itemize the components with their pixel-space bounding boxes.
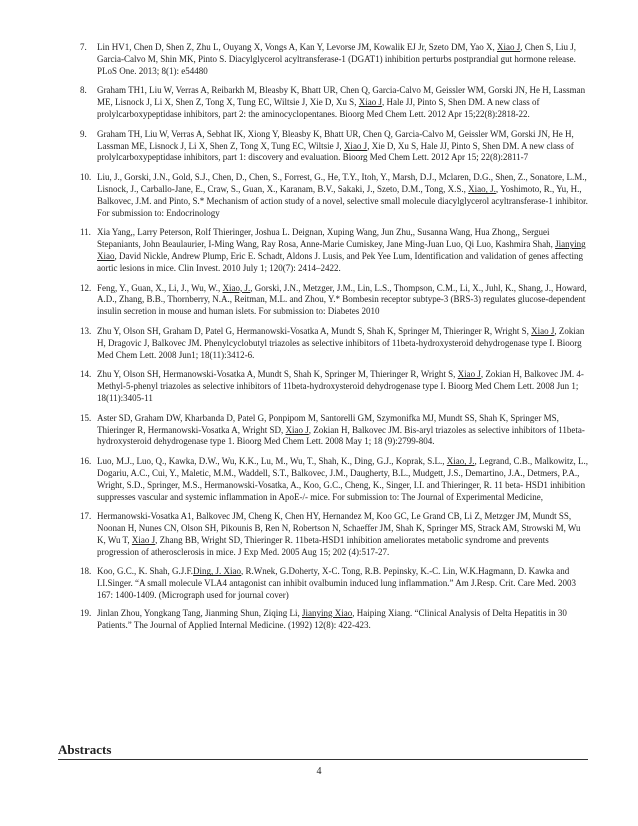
- reference-number: 9.: [80, 128, 87, 139]
- reference-segment: Lin HV1, Chen D, Shen Z, Zhu L, Ouyang X, Vongs A, Kan Y, Levorse JM, Kowalik EJ Jr, Szeto DM, Yao X,: [97, 42, 498, 52]
- reference-item: [80, 566, 588, 601]
- reference-segment: , Gorski, J.N., Metzger, J.M., Lin, L.S., Thompson, C.M., Li, X., Juhl, K., Shang, J., Howard, A.D., Zhang, B.B., Thornberry, N.A., Reitman, M.L. and Zhou, Y.* Bombesin receptor subtype-3 (BRS-3) regulates glucose-dependent insulin secretion in mouse and human islets. For submission to: Diabetes 2010: [97, 282, 587, 317]
- reference-number: 12.: [80, 282, 92, 293]
- reference-item: [80, 369, 588, 404]
- author-highlight: Jianying Xiao: [97, 239, 586, 261]
- reference-number: 7.: [80, 42, 87, 52]
- reference-item: [80, 413, 588, 448]
- reference-item: [80, 326, 588, 361]
- reference-text: [97, 326, 588, 361]
- reference-item: [80, 42, 588, 77]
- author-highlight: Xiao, J.: [446, 456, 475, 467]
- section-heading-abstracts: Abstracts: [58, 742, 588, 760]
- author-highlight: Ding, J. Xiao: [193, 566, 242, 577]
- author-highlight: Xiao J: [531, 325, 555, 336]
- reference-number: 11.: [80, 227, 91, 238]
- reference-number: 15.: [80, 412, 92, 423]
- reference-segment: Zhu Y, Olson SH, Graham D, Patel G, Hermanowski-Vosatka A, Mundt S, Shah K, Springer M, Thieringer R, Wright S,: [97, 325, 532, 336]
- reference-segment: , Zokian H, Dragovic J, Balkovec JM. Phenylcyclobutyl triazoles as selective inhibitors of 11beta-hydroxysteroid dehydrogenase type I. Bioorg Med Chem Lett. 2008 Jun1; 18(11):3412-6.: [97, 325, 585, 360]
- reference-text: [97, 227, 588, 274]
- reference-text: [97, 283, 588, 318]
- author-highlight: Xiao J: [131, 534, 156, 545]
- reference-item: [80, 608, 588, 632]
- reference-text: [97, 511, 588, 558]
- reference-item: [80, 85, 588, 120]
- reference-number: 16.: [80, 456, 92, 467]
- reference-item: [80, 456, 588, 503]
- page-number: 4: [316, 766, 322, 777]
- reference-item: [80, 129, 588, 164]
- reference-segment: , R.Wnek, G.Doherty, X-C. Tong, R.B. Pepinsky, K.-C. Lin, W.K.Hagmann, D. Kawka and I.I.Singer. “A small molecule VLA4 antagonist can inhibit ovalbumin induced lung inflammation.” Am J.Resp. Crit. Care Med. 2003 167: 1400-1409. (Micrograph used for journal cover): [97, 566, 577, 601]
- reference-segment: Xia Yang,, Larry Peterson, Rolf Thieringer, Joshua L. Deignan, Xuping Wang, Jun Zhu,, Susanna Wang, Hua Zhong,, Serguei Stepaniants, John Beaulaurier, I-Ming Wang, Ray Rosa, Anne-Marie Cumiskey, Jane Ming-Juan Luo, Qi Luo, Kashmira Shah,: [97, 227, 556, 250]
- reference-segment: , Chen S, Liu J, Garcia-Calvo M, Shin MK, Pinto S. Diacylglycerol acyltransferase-1 (DGAT1) inhibition perturbs postprandial gut hormone release. PLoS One. 2013; 8(1): e54480: [97, 42, 577, 76]
- reference-item: [80, 172, 588, 219]
- reference-number: 10.: [80, 172, 92, 183]
- author-highlight: Xiao J: [358, 97, 382, 108]
- reference-text: [97, 413, 588, 448]
- reference-segment: , Haiping Xiang. “Clinical Analysis of Delta Hepatitis in 30 Patients.” The Journal of Applied Internal Medicine. (1992) 12(8): 422-423.: [97, 607, 567, 630]
- reference-segment: Aster SD, Graham DW, Kharbanda D, Patel G, Ponpipom M, Santorelli GM, Szymonifka MJ, Mundt SS, Shah K, Springer MS, Thieringer R, Hermanowski-Vosatka A, Wright SD,: [97, 412, 559, 435]
- author-highlight: Xiao J: [457, 369, 481, 380]
- reference-text: [97, 566, 588, 601]
- reference-segment: Jinlan Zhou, Yongkang Tang, Jianming Shun, Ziqing Li,: [97, 607, 302, 618]
- reference-segment: Hermanowski-Vosatka A1, Balkovec JM, Cheng K, Chen HY, Hernandez M, Koo GC, Le Grand CB, Li Z, Metzger JM, Mundt SS, Noonan H, Nunes CN, Olson SH, Pikounis B, Ren N, Robertson N, Schaeffer JM, Shah K, Springer MS, Strack AM, Strowski M, Wu K, Wu T,: [97, 511, 581, 545]
- reference-segment: Koo, G.C., K. Shah, G.J.F.: [97, 566, 194, 577]
- reference-segment: , Xie D, Xu S, Hale JJ, Pinto S, Shen DM. A new class of prolylcarboxypeptidase inhibitors, part 1: discovery and evaluation. Bioorg Med Chem Lett. 2012 Apr 15; 22(8):2811-7: [97, 140, 574, 163]
- reference-number: 17.: [80, 511, 92, 522]
- reference-segment: , David Nickle, Andrew Plump, Eric E. Schadt, Aldons J. Lusis, and Pek Yee Lum, Identification and validation of genes affecting aortic lesions in mice. Clin Invest. 2010 July 1; 120(7): 2414–2422.: [97, 250, 583, 273]
- reference-segment: , Zokian H, Balkovec JM. Bis-aryl triazoles as selective inhibitors of 11beta-hydroxysteroid dehydrogenase type 1. Bioorg Med Chem Lett. 2008 May 1; 18 (9):2799-804.: [97, 424, 585, 447]
- author-highlight: Xiao, J.: [468, 183, 496, 194]
- reference-segment: , Yoshimoto, R., Yu, H., Balkovec, J.M. and Pinto, S.* Mechanism of action study of a novel, selective small molecule diacylglycerol acyltransferase-1 inhibitor. For submission to: Endocrinology: [97, 183, 588, 218]
- reference-list: [80, 42, 588, 637]
- reference-number: 19.: [80, 607, 92, 618]
- reference-text: [97, 456, 588, 503]
- reference-number: 8.: [80, 85, 87, 96]
- reference-text: [97, 369, 588, 404]
- reference-segment: Feng, Y., Guan, X., Li, J., Wu, W.,: [97, 282, 223, 293]
- author-highlight: Xiao J: [497, 42, 521, 52]
- author-highlight: Xiao J: [285, 424, 309, 435]
- reference-segment: , Zhang BB, Wright SD, Thieringer R. 11beta-HSD1 inhibition ameliorates metabolic syndrome and prevents progression of atherosclerosis in mice. J Exp Med. 2005 Aug 15; 202 (4):517-27.: [97, 534, 549, 557]
- reference-item: [80, 227, 588, 274]
- reference-segment: , Hale JJ, Pinto S, Shen DM. A new class of prolylcarboxypeptidase inhibitors, part 2: the aminocyclopentanes. Bioorg Med Chem Lett. 2012 Apr 15;22(8):2818-22.: [97, 97, 540, 119]
- reference-text: [97, 85, 588, 120]
- reference-segment: Zhu Y, Olson SH, Hermanowski-Vosatka A, Mundt S, Shah K, Springer M, Thieringer R, Wright S,: [97, 369, 458, 380]
- reference-text: [97, 608, 588, 632]
- reference-item: [80, 283, 588, 318]
- reference-segment: Graham TH1, Liu W, Verras A, Reibarkh M, Bleasby K, Bhatt UR, Chen Q, Garcia-Calvo M, Geissler WM, Gorski JN, He H, Lassman ME, Lisnock J, Li X, Shen Z, Tong X, Tung EC, Wiltsie J, Xie D, Xu S,: [97, 85, 586, 108]
- reference-segment: , Zokian H, Balkovec JM. 4-Methyl-5-phenyl triazoles as selective inhibitors of 11beta-hydroxysteroid dehydrogenase type I. Bioorg Med Chem Lett. 2008 Jun 1; 18(11):3405-11: [97, 369, 584, 403]
- reference-segment: Graham TH, Liu W, Verras A, Sebhat IK, Xiong Y, Bleasby K, Bhatt UR, Chen Q, Garcia-Calvo M, Geissler WM, Gorski JN, He H, Lassman ME, Lisnock J, Li X, Shen Z, Tong X, Tung EC, Wiltsie J,: [97, 128, 574, 151]
- reference-segment: Liu, J., Gorski, J.N., Gold, S.J., Chen, D., Chen, S., Forrest, G., He, T.Y., Itoh, Y., Marsh, D.J., Mclaren, D.G., Shen, Z., Sonatore, L.M., Lisnock, J., Carballo-Jane, E., Craw, S., Guan, X., Karanam, B.V., Sakaki, J., Szeto, D.M., Tong, X.S.,: [97, 172, 587, 194]
- reference-segment: Luo, M.J., Luo, Q., Kawka, D.W., Wu, K.K., Lu, M., Wu, T., Shah, K., Ding, G.J., Koprak, S.L.,: [97, 456, 447, 467]
- reference-number: 18.: [80, 566, 92, 577]
- author-highlight: Xiao, J.: [222, 282, 251, 293]
- author-highlight: Xiao J: [343, 140, 368, 151]
- author-highlight: Jianying Xiao: [301, 607, 353, 618]
- reference-text: [97, 42, 588, 77]
- reference-text: [97, 129, 588, 164]
- reference-item: [80, 511, 588, 558]
- reference-number: 14.: [80, 369, 92, 380]
- reference-number: 13.: [80, 325, 92, 336]
- reference-segment: , Legrand, C.B., Malkowitz, L., Dogariu, A.C., Cui, Y., Maletic, M.M., Waddell, S.T., Balkovec, J.M., Daugherty, B.L., Mudgett, J.S., Demartino, J.A., Detmers, P.A., Wright, S.D., Springer, M.S., Hermanowski-Vosatka, A., Koo, G.C., Cheng, K., Singer, I.I. and Thieringer, R. 11 beta- HSD1 inhibition suppresses vascular and systemic inflammation in ApoE-/- mice. For submission to: The Journal of Experimental Medicine,: [97, 456, 588, 502]
- reference-text: [97, 172, 588, 219]
